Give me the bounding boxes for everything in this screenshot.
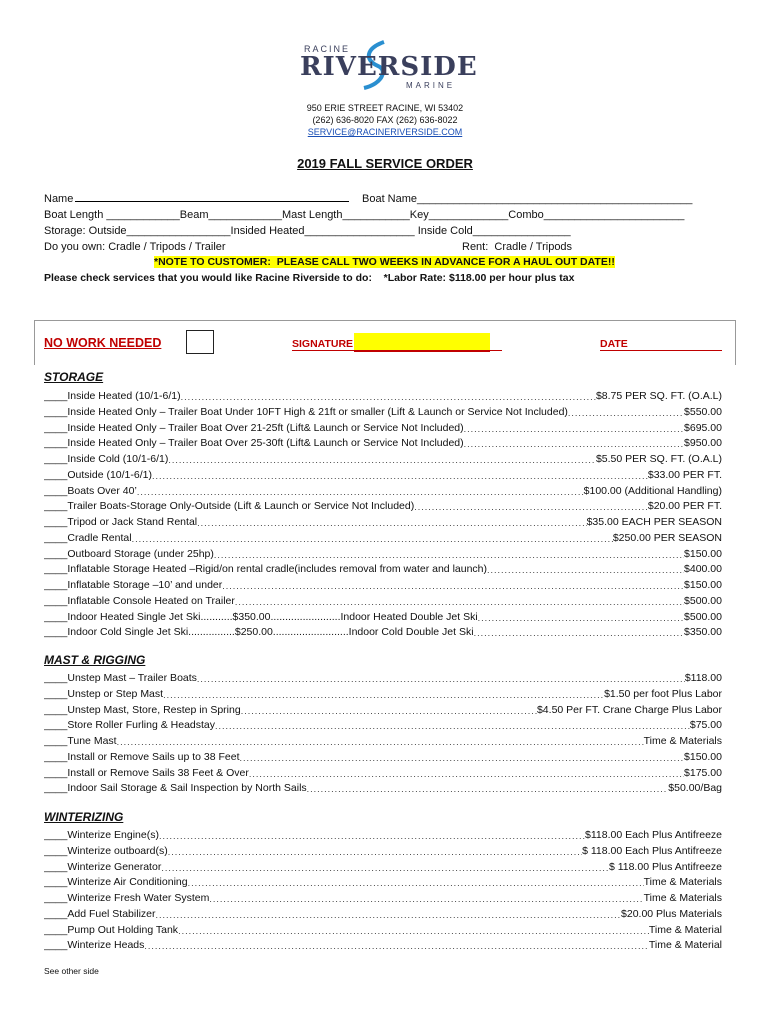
service-item-price: $250.00 PER SEASON	[612, 531, 722, 544]
leader-dots	[156, 910, 622, 920]
service-item[interactable]	[44, 905, 722, 920]
service-item-label: ____Boats Over 40’	[44, 484, 137, 497]
leader-dots	[168, 847, 582, 857]
leader-dots	[474, 628, 684, 638]
storage-line[interactable]: Storage: Outside_________________Insided Heated__________________ Inside Cold________________	[44, 225, 571, 237]
service-item-price: $400.00	[684, 563, 722, 576]
service-item-price: $4.50 Per FT. Crane Charge Plus Labor	[536, 703, 722, 716]
email-link[interactable]: SERVICE@RACINERIVERSIDE.COM	[307, 127, 463, 137]
service-item-price: $20.00 PER FT.	[647, 500, 722, 513]
rent-line: Rent: Cradle / Tripods	[462, 241, 573, 253]
service-item[interactable]	[44, 513, 722, 528]
service-item-label: ____Inside Heated Only – Trailer Boat Over 25-30ft (Lift& Launch or Service Not Included)	[44, 437, 464, 450]
leader-dots	[209, 894, 643, 904]
logo-marine: MARINE	[406, 81, 456, 90]
instructions: Please check services that you would like Racine Riverside to do: *Labor Rate: $118.00 per hour plus tax	[44, 272, 575, 284]
service-item-label: ____Pump Out Holding Tank	[44, 923, 179, 936]
service-item-price: $1.50 per foot Plus Labor	[604, 687, 722, 700]
service-item-price: $550.00	[684, 405, 722, 418]
service-item[interactable]	[44, 545, 722, 560]
service-item[interactable]	[44, 387, 722, 402]
service-item-label: ____Winterize outboard(s)	[44, 844, 168, 857]
service-item[interactable]	[44, 450, 722, 465]
date-label: DATE	[600, 338, 628, 350]
service-item[interactable]	[44, 623, 722, 638]
address: 950 ERIE STREET RACINE, WI 53402	[306, 103, 464, 113]
section-mast-title: MAST & RIGGING	[44, 653, 146, 667]
service-item-price: $350.00	[684, 626, 722, 639]
service-item-price: $118.00 Each Plus Antifreeze	[585, 829, 722, 841]
leader-dots	[235, 597, 684, 607]
service-item-label: ____Outside (10/1-6/1)	[44, 468, 152, 481]
service-item-label: ____Winterize Heads	[44, 939, 145, 952]
service-item[interactable]	[44, 701, 722, 716]
service-item-label: ____Inflatable Console Heated on Trailer	[44, 594, 235, 607]
service-item-label: ____Tune Mast	[44, 735, 117, 747]
service-item-price: $175.00	[684, 766, 722, 779]
boat-details-line[interactable]: Boat Length ____________Beam____________Mast Length___________Key_____________Combo_______________________	[44, 209, 685, 221]
service-item[interactable]	[44, 858, 722, 873]
service-item-price: $150.00	[684, 547, 722, 560]
service-item-price: $8.75 PER SQ. FT. (O.A.L)	[595, 390, 722, 402]
section-winterizing-title: WINTERIZING	[44, 810, 124, 824]
service-item-price: $500.00	[684, 610, 722, 623]
leader-dots	[159, 831, 585, 841]
service-item-label: ____Install or Remove Sails 38 Feet & Over	[44, 766, 249, 779]
leader-dots	[568, 408, 684, 418]
leader-dots	[181, 392, 596, 402]
service-item[interactable]	[44, 560, 722, 575]
name-line[interactable]: Name	[44, 193, 349, 205]
boat-name-line[interactable]: Boat Name_____________________________________________	[362, 193, 693, 205]
leader-dots	[117, 737, 644, 747]
leader-dots	[240, 753, 685, 763]
service-item-price: $950.00	[684, 437, 722, 450]
service-item-label: ____Trailer Boats-Storage Only-Outside (Lift & Launch or Service Not Included)	[44, 500, 415, 513]
service-item-label: ____Winterize Air Conditioning	[44, 876, 188, 889]
service-item[interactable]	[44, 873, 722, 888]
service-item-price: $50.00/Bag	[668, 782, 722, 795]
service-item[interactable]	[44, 669, 722, 684]
footer-note: See other side	[44, 966, 99, 976]
service-item-price: $5.50 PER SQ. FT. (O.A.L)	[595, 453, 722, 465]
service-item-label: ____Indoor Heated Single Jet Ski...........$350.00........................Indoor Heated Double Jet Ski	[44, 610, 478, 623]
signature-underline	[292, 350, 502, 351]
leader-dots	[214, 550, 684, 560]
service-item[interactable]	[44, 592, 722, 607]
service-item[interactable]	[44, 434, 722, 449]
service-item-label: ____Store Roller Furling & Headstay	[44, 719, 216, 732]
service-item-label: ____Indoor Cold Single Jet Ski................$250.00..........................Indoor Cold Double Jet Ski	[44, 626, 474, 639]
logo-riverside: RIVERSIDE	[300, 52, 478, 82]
service-item[interactable]	[44, 403, 722, 418]
service-item-price: Time & Material	[648, 923, 722, 936]
leader-dots	[152, 471, 648, 481]
no-work-checkbox[interactable]	[186, 330, 214, 354]
service-item-price: $100.00 (Additional Handling)	[583, 484, 722, 497]
service-item-label: ____Winterize Generator	[44, 860, 162, 873]
service-item[interactable]	[44, 764, 722, 779]
service-item-label: ____Inside Cold (10/1-6/1)	[44, 453, 169, 465]
service-item[interactable]	[44, 608, 722, 623]
service-item-price: $ 118.00 Plus Antifreeze	[608, 860, 722, 873]
service-item-price: Time & Material	[648, 939, 722, 952]
service-item[interactable]	[44, 497, 722, 512]
leader-dots	[132, 534, 613, 544]
service-item-price: $35.00 EACH PER SEASON	[586, 516, 722, 528]
service-item-label: ____Inflatable Storage –10’ and under	[44, 579, 223, 591]
leader-dots	[478, 613, 684, 623]
leader-dots	[197, 674, 685, 684]
own-line: Do you own: Cradle / Tripods / Trailer	[44, 241, 226, 253]
service-item[interactable]	[44, 842, 722, 857]
service-item[interactable]	[44, 419, 722, 434]
leader-dots	[222, 581, 684, 591]
leader-dots	[137, 487, 584, 497]
service-item[interactable]	[44, 748, 722, 763]
service-item-label: ____Add Fuel Stabilizer	[44, 907, 156, 920]
phone-fax: (262) 636-8020 FAX (262) 636-8022	[312, 115, 458, 125]
service-item[interactable]	[44, 826, 722, 841]
service-item-label: ____Outboard Storage (under 25hp)	[44, 547, 214, 560]
service-item-price: $20.00 Plus Materials	[621, 907, 722, 920]
service-item[interactable]	[44, 889, 722, 904]
service-item-price: $75.00	[689, 719, 722, 732]
service-item[interactable]	[44, 529, 722, 544]
section-storage-title: STORAGE	[44, 370, 104, 384]
service-item-label: ____Winterize Fresh Water System	[44, 892, 210, 904]
signature-label: SIGNATURE	[292, 338, 354, 350]
customer-note: *NOTE TO CUSTOMER: PLEASE CALL TWO WEEKS IN ADVANCE FOR A HAUL OUT DATE!!	[154, 256, 615, 268]
service-item-price: $33.00 PER FT.	[647, 468, 722, 481]
leader-dots	[144, 941, 648, 951]
company-logo	[296, 40, 476, 90]
service-item[interactable]	[44, 466, 722, 481]
service-item-price: $ 118.00 Each Plus Antifreeze	[582, 844, 722, 857]
no-work-needed-label: NO WORK NEEDED	[44, 336, 162, 350]
leader-dots	[178, 926, 649, 936]
service-item-price: Time & Materials	[643, 735, 722, 747]
leader-dots	[168, 455, 596, 465]
service-item[interactable]	[44, 716, 722, 731]
service-item[interactable]	[44, 779, 722, 794]
service-item-price: Time & Materials	[643, 892, 722, 904]
service-item-label: ____Cradle Rental	[44, 531, 132, 544]
service-item-label: ____Inside Heated Only – Trailer Boat Over 21-25ft (Lift& Launch or Service Not Included)	[44, 421, 464, 434]
service-item[interactable]	[44, 936, 722, 951]
leader-dots	[241, 706, 537, 716]
service-item[interactable]	[44, 482, 722, 497]
service-item-price: $695.00	[684, 421, 722, 434]
leader-dots	[487, 565, 684, 575]
leader-dots	[163, 690, 604, 700]
service-item-label: ____Inside Heated (10/1-6/1)	[44, 390, 181, 402]
service-item-price: $150.00	[684, 579, 722, 591]
service-item[interactable]	[44, 685, 722, 700]
service-item-label: ____Tripod or Jack Stand Rental	[44, 516, 198, 528]
page-title: 2019 FALL SERVICE ORDER	[297, 156, 473, 171]
leader-dots	[307, 784, 669, 794]
service-item[interactable]	[44, 732, 722, 747]
logo-racine: RACINE	[304, 44, 351, 54]
service-item-price: $118.00	[684, 672, 722, 684]
date-field[interactable]	[600, 350, 722, 351]
leader-dots	[464, 424, 684, 434]
leader-dots	[161, 863, 609, 873]
service-item-label: ____Inside Heated Only – Trailer Boat Under 10FT High & 21ft or smaller (Lift & Launch or Service Not Included)	[44, 405, 568, 418]
service-item-price: Time & Materials	[643, 876, 722, 889]
leader-dots	[464, 439, 684, 449]
service-item-label: ____Unstep Mast, Store, Restep in Spring	[44, 703, 241, 716]
leader-dots	[249, 769, 684, 779]
service-item[interactable]	[44, 921, 722, 936]
service-item-price: $150.00	[684, 750, 722, 763]
service-item-label: ____Unstep or Step Mast	[44, 687, 164, 700]
service-item-label: ____Unstep Mast – Trailer Boats	[44, 672, 197, 684]
service-item-label: ____Inflatable Storage Heated –Rigid/on rental cradle(includes removal from water and launch)	[44, 563, 488, 576]
leader-dots	[414, 502, 648, 512]
service-item-label: ____Indoor Sail Storage & Sail Inspection by North Sails	[44, 782, 307, 795]
leader-dots	[215, 721, 690, 731]
service-item-price: $500.00	[684, 594, 722, 607]
leader-dots	[197, 518, 586, 528]
service-item[interactable]	[44, 576, 722, 591]
service-item-label: ____Winterize Engine(s)	[44, 829, 159, 841]
service-item-label: ____Install or Remove Sails up to 38 Feet	[44, 750, 240, 763]
leader-dots	[188, 878, 644, 888]
